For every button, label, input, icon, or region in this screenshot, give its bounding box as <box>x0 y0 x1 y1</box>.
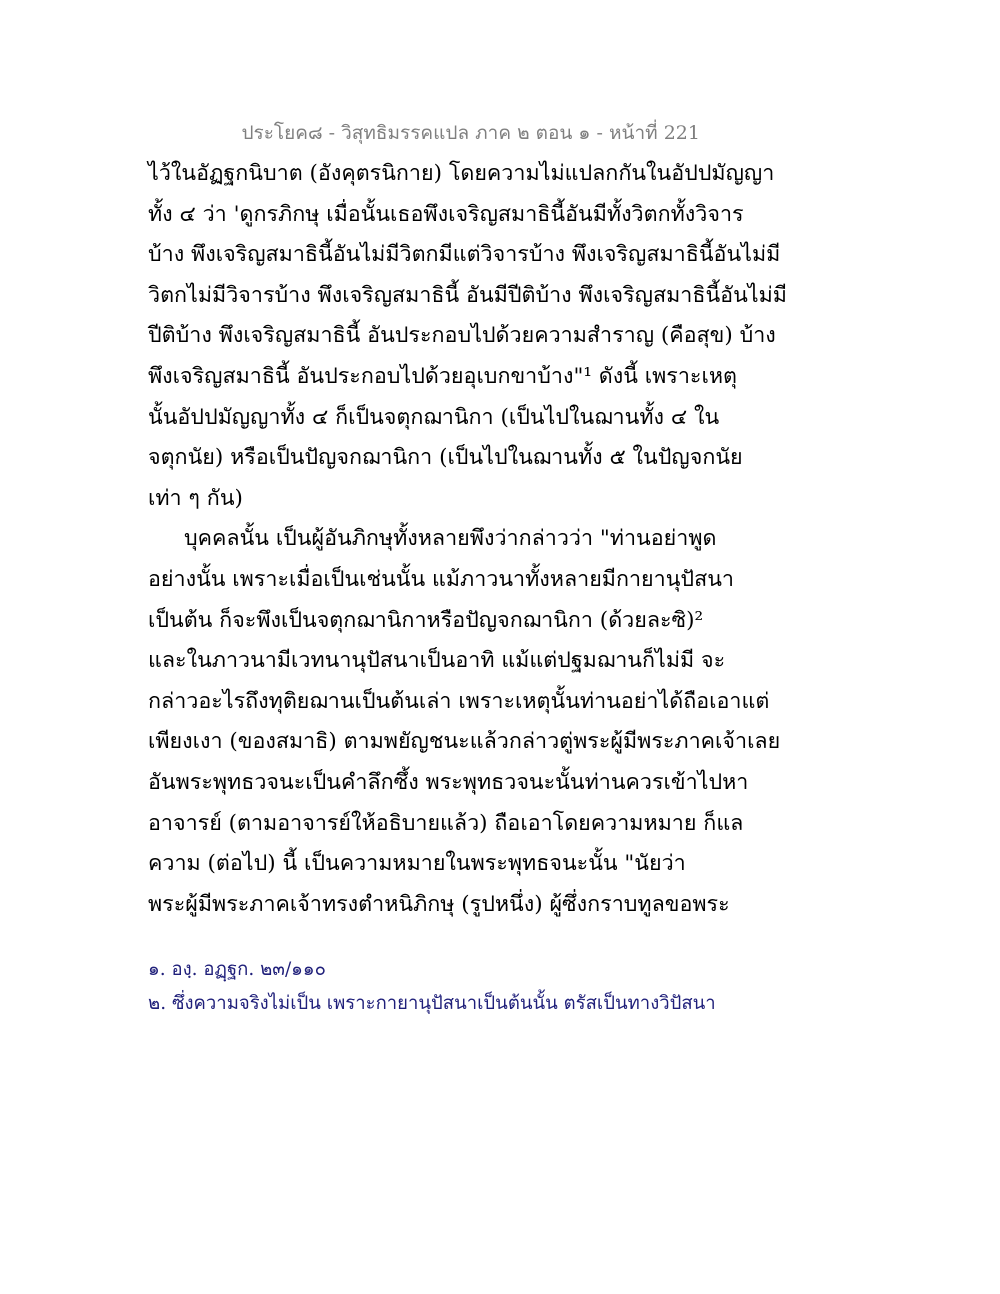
text-line: กล่าวอะไรถึงทุติยฌานเป็นต้นเล่า เพราะเหตุนั้นท่านอย่าได้ถือเอาแต่ <box>148 688 770 714</box>
text-line: วิตกไม่มีวิจารบ้าง พึงเจริญสมาธินี้ อันมีปีติบ้าง พึงเจริญสมาธินี้อันไม่มี <box>148 282 787 308</box>
paragraph-start-line: บุคคลนั้น เป็นผู้อันภิกษุทั้งหลายพึงว่ากล่าวว่า "ท่านอย่าพูด <box>184 526 717 552</box>
text-line: ปีติบ้าง พึงเจริญสมาธินี้ อันประกอบไปด้วยความสำราญ (คือสุข) บ้าง <box>148 323 776 349</box>
text-line: อันพระพุทธวจนะเป็นคำลึกซึ้ง พระพุทธวจนะนั้นท่านควรเข้าไปหา <box>148 769 749 795</box>
text-line: ไว้ในอัฏฐกนิบาต (อังคุตรนิกาย) โดยความไม่แปลกกันในอัปปมัญญา <box>148 161 775 186</box>
running-header: ประโยค๘ - วิสุทธิมรรคแปล ภาค ๒ ตอน ๑ - หน้าที่ 221 <box>241 122 700 144</box>
body-text <box>148 154 787 925</box>
text-line: อาจารย์ (ตามอาจารย์ให้อธิบายแล้ว) ถือเอาโดยความหมาย ก็แล <box>148 810 744 836</box>
text-line: ความ (ต่อไป) นี้ เป็นความหมายในพระพุทธจนะนั้น "นัยว่า <box>148 851 686 877</box>
text-line: นั้นอัปปมัญญาทั้ง ๔ ก็เป็นจตุกฌานิกา (เป็นไปในฌานทั้ง ๔ ใน <box>148 404 720 430</box>
text-line: เป็นต้น ก็จะพึงเป็นจตุกฌานิกาหรือปัญจกฌานิกา (ด้วยละซิ)² <box>148 607 704 633</box>
text-line: พระผู้มีพระภาคเจ้าทรงตำหนิภิกษุ (รูปหนึ่ง) ผู้ซึ่งกราบทูลขอพระ <box>148 891 730 917</box>
text-line: จตุกนัย) หรือเป็นปัญจกฌานิกา (เป็นไปในฌานทั้ง ๕ ในปัญจกนัย <box>148 445 743 471</box>
footnotes <box>148 953 848 1021</box>
text-line: เพียงเงา (ของสมาธิ) ตามพยัญชนะแล้วกล่าวตู่พระผู้มีพระภาคเจ้าเลย <box>148 729 781 755</box>
text-line: บ้าง พึงเจริญสมาธินี้อันไม่มีวิตกมีแต่วิจารบ้าง พึงเจริญสมาธินี้อันไม่มี <box>148 242 781 268</box>
footnote-1: ๑. องฺ. อฏฺฐก. ๒๓/๑๑๐ <box>148 959 326 980</box>
text-line: อย่างนั้น เพราะเมื่อเป็นเช่นนั้น แม้ภาวนาทั้งหลายมีกายานุปัสนา <box>148 566 734 592</box>
text-line: พึงเจริญสมาธินี้ อันประกอบไปด้วยอุเบกขาบ้าง"¹ ดังนี้ เพราะเหตุ <box>148 363 737 389</box>
footnote-2: ๒. ซึ่งความจริงไม่เป็น เพราะกายานุปัสนาเป็นต้นนั้น ตรัสเป็นทางวิปัสนา <box>148 993 716 1014</box>
text-line: และในภาวนามีเวทนานุปัสนาเป็นอาทิ แม้แต่ปฐมฌานก็ไม่มี จะ <box>148 648 726 674</box>
text-line: ทั้ง ๔ ว่า 'ดูกรภิกษุ เมื่อนั้นเธอพึงเจริญสมาธินี้อันมีทั้งวิตกทั้งวิจาร <box>148 201 744 227</box>
text-line: เท่า ๆ กัน) <box>148 485 243 511</box>
